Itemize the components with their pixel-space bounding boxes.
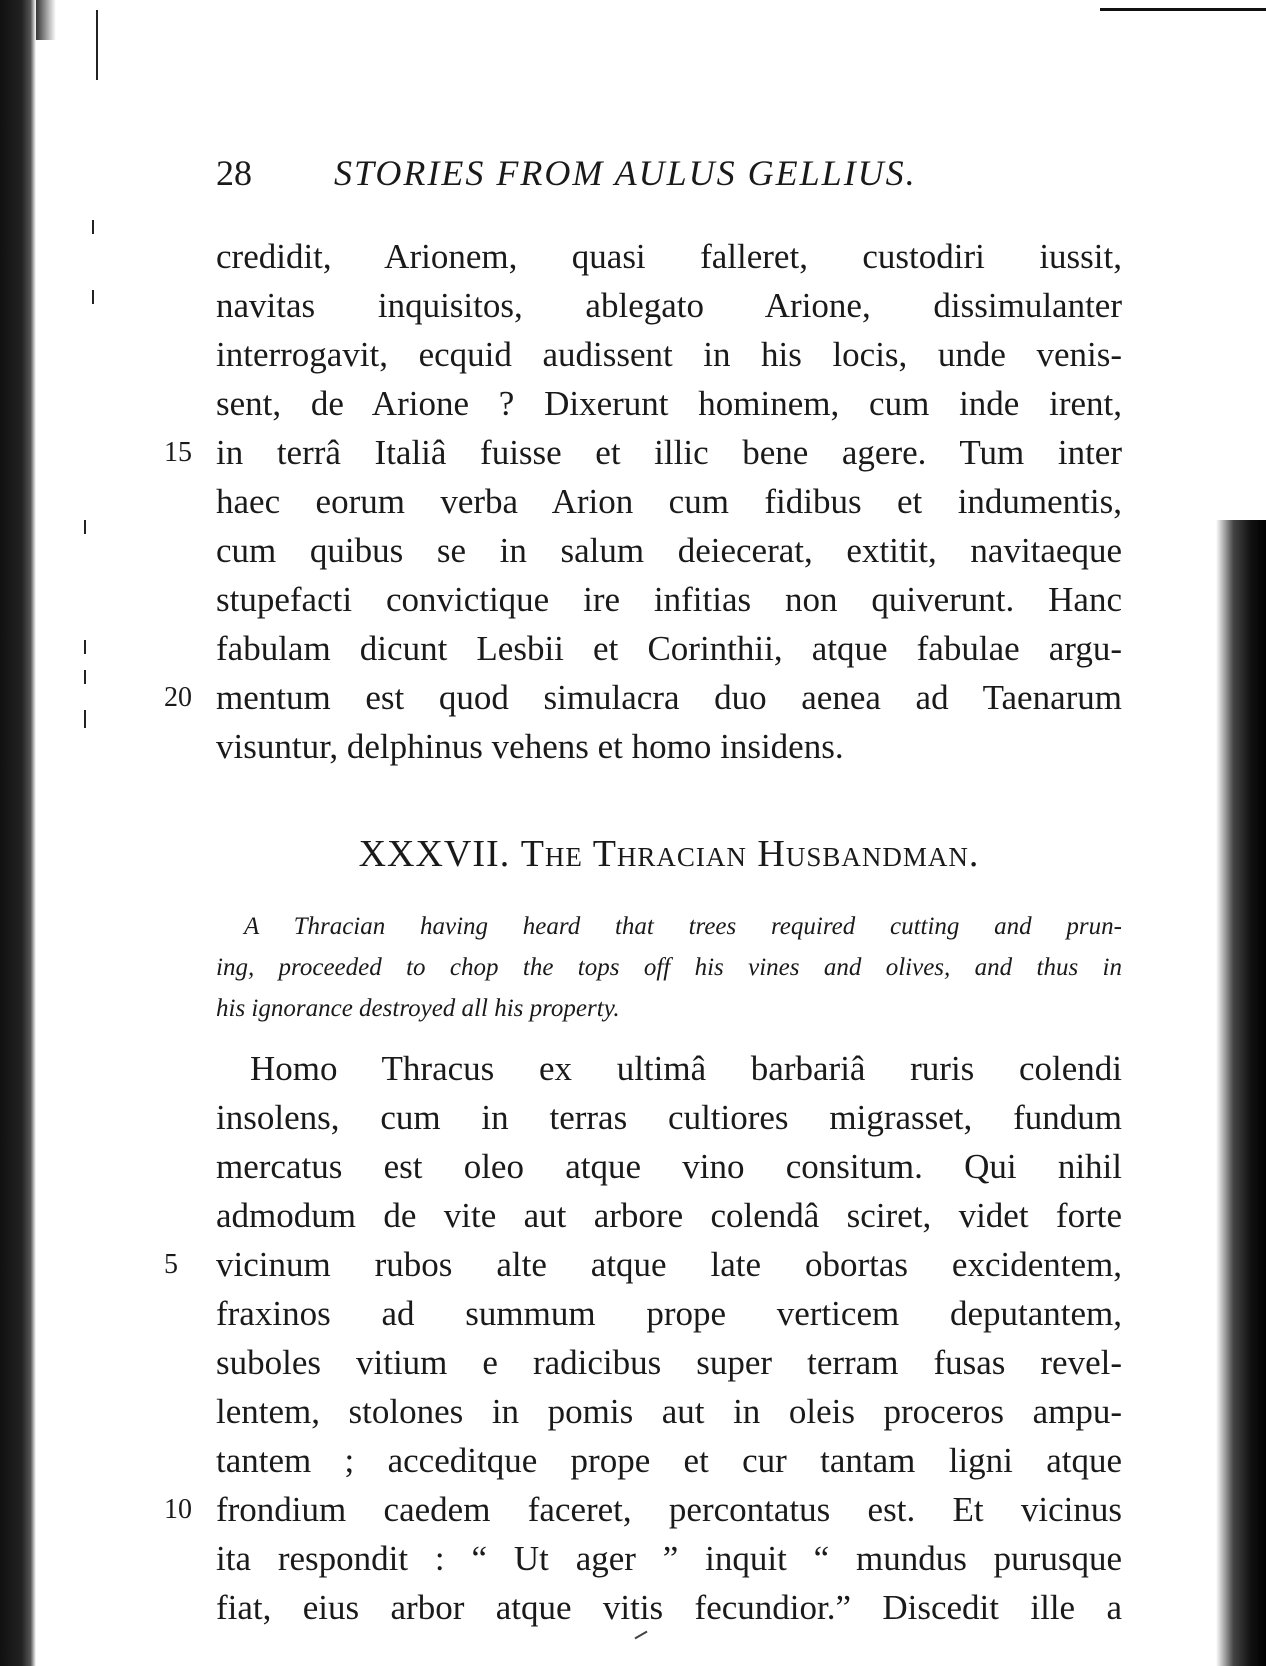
- text-line: [216, 330, 1122, 379]
- text-line: [216, 1289, 1122, 1338]
- passage-two: [164, 1044, 1122, 1632]
- text-line: [164, 673, 1122, 722]
- line-text: haec eorum verba Arion cum fidibus et indumentis,: [216, 482, 1122, 521]
- text-line: [216, 1387, 1122, 1436]
- line-text: stupefacti convictique ire infitias non quiverunt. Hanc: [216, 580, 1122, 619]
- text-line: [216, 1534, 1122, 1583]
- line-number: 15: [164, 437, 192, 468]
- section-summary: [216, 906, 1122, 1029]
- line-text: frondium caedem faceret, percontatus est. Et vicinus: [216, 1490, 1122, 1529]
- text-line: [164, 1240, 1122, 1289]
- line-text: suboles vitium e radicibus super terram fusas revel-: [216, 1343, 1122, 1382]
- line-text: fraxinos ad summum prope verticem deputantem,: [216, 1294, 1122, 1333]
- line-number: 10: [164, 1494, 192, 1525]
- text-line: [164, 428, 1122, 477]
- section-title: The Thracian Husbandman.: [520, 833, 980, 875]
- passage-one: [164, 232, 1122, 771]
- text-line: [216, 379, 1122, 428]
- text-line: [216, 722, 1122, 771]
- line-text: in terrâ Italiâ fuisse et illic bene agere. Tum inter: [216, 433, 1122, 472]
- line-number: 5: [164, 1249, 178, 1280]
- line-text: tantem ; acceditque prope et cur tantam ligni atque: [216, 1441, 1122, 1480]
- text-line: [216, 477, 1122, 526]
- text-line: [216, 1583, 1122, 1632]
- section-heading: [216, 828, 1122, 880]
- text-line: [216, 575, 1122, 624]
- summary-line: A Thracian having heard that trees required cutting and prun-: [244, 913, 1122, 940]
- text-line: [216, 1093, 1122, 1142]
- text-line: [216, 526, 1122, 575]
- text-line: [216, 1191, 1122, 1240]
- line-text: insolens, cum in terras cultiores migrasset, fundum: [216, 1098, 1122, 1137]
- line-text: mercatus est oleo atque vino consitum. Qui nihil: [216, 1147, 1122, 1186]
- page-number: 28: [216, 153, 252, 193]
- line-text: vicinum rubos alte atque late obortas excidentem,: [216, 1245, 1122, 1284]
- line-text: fabulam dicunt Lesbii et Corinthii, atque fabulae argu-: [216, 629, 1122, 668]
- running-header: [216, 148, 1022, 198]
- text-line: [216, 1338, 1122, 1387]
- text-line: [216, 1436, 1122, 1485]
- summary-line: his ignorance destroyed all his property.: [216, 995, 620, 1022]
- line-text: credidit, Arionem, quasi falleret, custodiri iussit,: [216, 237, 1122, 276]
- running-title: STORIES FROM AULUS GELLIUS.: [334, 153, 917, 193]
- summary-line: ing, proceeded to chop the tops off his vines and olives, and thus in: [216, 954, 1122, 981]
- line-text: mentum est quod simulacra duo aenea ad Taenarum: [216, 678, 1122, 717]
- text-line: [216, 1044, 1122, 1093]
- line-text: cum quibus se in salum deiecerat, extitit, navitaeque: [216, 531, 1122, 570]
- line-text: ita respondit : “ Ut ager ” inquit “ mundus purusque: [216, 1539, 1122, 1578]
- line-text: Homo Thracus ex ultimâ barbariâ ruris colendi: [250, 1049, 1122, 1088]
- line-number: 20: [164, 682, 192, 713]
- line-text: admodum de vite aut arbore colendâ sciret, videt forte: [216, 1196, 1122, 1235]
- text-line: [216, 232, 1122, 281]
- text-line: [164, 1485, 1122, 1534]
- section-numeral: XXXVII.: [358, 833, 511, 875]
- line-text: navitas inquisitos, ablegato Arione, dissimulanter: [216, 286, 1122, 325]
- line-text: fiat, eius arbor atque vitis fecundior.” Discedit ille a: [216, 1588, 1122, 1627]
- text-line: [216, 624, 1122, 673]
- text-line: [216, 1142, 1122, 1191]
- line-text: sent, de Arione ? Dixerunt hominem, cum inde irent,: [216, 384, 1122, 423]
- text-line: [216, 281, 1122, 330]
- line-text: lentem, stolones in pomis aut in oleis proceros ampu-: [216, 1392, 1122, 1431]
- line-text: interrogavit, ecquid audissent in his locis, unde venis-: [216, 335, 1122, 374]
- line-text: visuntur, delphinus vehens et homo insidens.: [216, 727, 844, 766]
